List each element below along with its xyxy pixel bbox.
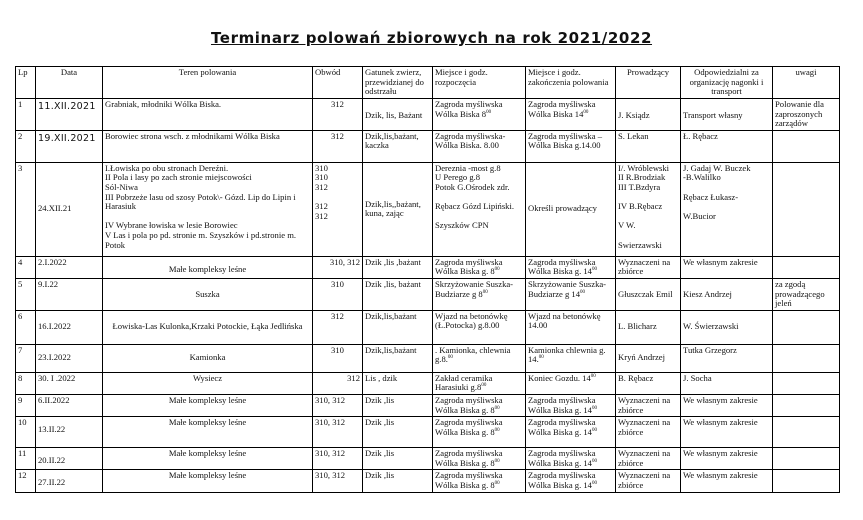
cell-start-superscript: 00 [494,427,500,433]
cell-odpowiedzialni-text: We własnym zakresie [683,256,758,267]
cell-gatunek [363,448,433,470]
cell-teren-text: Borowiec strona wsch. z młodnikami Wólka Biska [105,130,280,141]
cell-gatunek-text: Dzik,lis,bażant, kaczka [365,130,419,151]
cell-end-text: Zagroda myśliwska Wólka Biska 14 [528,99,596,119]
cell-teren-text: Wysiecz [192,372,223,383]
cell-obwod-text: 310, 312 [315,448,346,459]
cell-obwod [313,372,363,394]
cell-end-text: Koniec Gozdu. 14 [528,372,591,383]
cell-teren-text: Suszka [195,288,220,299]
cell-data-text: 23.I.2022 [38,352,71,363]
cell-odpowiedzialni [681,99,773,131]
cell-teren [103,417,313,448]
cell-odpowiedzialni [681,162,773,256]
cell-odpowiedzialni [681,344,773,372]
cell-obwod [313,256,363,278]
cell-odpowiedzialni-text: We własnym zakresie [683,470,758,481]
table-row [16,394,840,416]
cell-data [36,256,103,278]
cell-odpowiedzialni-text: Transport własny [683,110,743,120]
cell-uwagi [773,99,840,131]
cell-uwagi [773,162,840,256]
header-teren: Teren polowania [103,67,313,99]
cell-end-superscript: 00 [580,289,586,295]
cell-start-text: Wjazd na betonówkę (Ł.Potocka) g.8.00 [435,310,508,331]
cell-start-superscript: 00 [486,109,492,115]
cell-end-text: Skrzyżowanie Suszka-Budziarze g 14 [528,278,607,299]
cell-uwagi-text: za zgodą prowadzącego jeleń [775,278,825,309]
cell-gatunek [363,256,433,278]
cell-end-superscript: 00 [583,109,589,115]
cell-end-text: Zagroda myśliwska Wólka Biska g. 14 [528,256,596,277]
cell-lp [16,130,36,162]
cell-gatunek-text: Dzik, lis, Bażant [365,110,423,120]
cell-end [526,310,616,344]
cell-data [36,470,103,492]
cell-lp-text: 6 [18,310,23,321]
cell-data [36,310,103,344]
cell-start-text: Zagroda myśliwska- Wólka Biska. 8.00 [435,130,506,151]
table-row [16,130,840,162]
cell-teren [103,394,313,416]
cell-teren-text: Małe kompleksy leśne [168,448,247,459]
cell-obwod [313,162,363,256]
cell-teren [103,372,313,394]
cell-teren-text: I.Łowiska po obu stronach Dereźni. II Pola i lasy po zach stronie miejscowości Sól-Niwa III Pobrzeże lasu od szosy Potok\- Gózd. Lip do Lipin i Harasiuk IV Wybrane łowiska w lesie Borowiec V Las i pola po pd. stronie m. Szyszków i pd.stronie m. Potok [105,162,297,250]
cell-start [433,278,526,310]
cell-end [526,99,616,131]
cell-data [36,448,103,470]
cell-obwod [313,394,363,416]
cell-data [36,344,103,372]
table-row [16,372,840,394]
header-lp: Lp [16,67,36,99]
header-obwod: Obwód [313,67,363,99]
cell-obwod-text: 312 [331,99,344,109]
cell-teren [103,344,313,372]
cell-teren [103,448,313,470]
cell-lp-text: 2 [18,130,23,141]
cell-prowadzacy-text: B. Rębacz [618,372,654,383]
cell-end-superscript: 00 [591,405,597,411]
cell-obwod [313,448,363,470]
cell-obwod [313,344,363,372]
cell-lp-text: 10 [18,417,27,428]
cell-gatunek [363,470,433,492]
cell-gatunek [363,372,433,394]
cell-start-text: Zagroda myśliwska Wólka Biska g. 8 [435,256,503,277]
cell-teren-text: Małe kompleksy leśne [168,263,247,274]
cell-gatunek [363,344,433,372]
cell-end [526,256,616,278]
cell-prowadzacy-text: Wyznaczeni na zbiórce [618,417,671,437]
cell-obwod-text: 310, 312 [315,417,346,428]
cell-odpowiedzialni [681,372,773,394]
cell-odpowiedzialni [681,448,773,470]
cell-data [36,417,103,448]
cell-lp [16,372,36,394]
cell-lp-text: 7 [18,344,23,355]
cell-gatunek-text: Dzik,lis,,bażant, kuna, zając [365,198,421,219]
cell-end-superscript: 00 [591,458,597,464]
cell-gatunek-text: Dzik ,lis [365,417,395,428]
cell-gatunek-text: Dzik,lis,bażant [365,344,417,355]
header-row [16,67,840,99]
cell-uwagi [773,417,840,448]
header-data: Data [36,67,103,99]
cell-start-superscript: 00 [494,458,500,464]
table-row [16,99,840,131]
cell-uwagi [773,256,840,278]
cell-lp [16,99,36,131]
cell-lp-text: 5 [18,278,23,289]
cell-obwod [313,310,363,344]
cell-teren-text: Małe kompleksy leśne [168,470,247,481]
cell-gatunek-text: Dzik,lis,bażant [365,310,417,321]
cell-gatunek-text: Dzik ,lis ,bażant [365,256,421,267]
cell-start [433,448,526,470]
cell-data-text: 16.I.2022 [38,321,71,332]
cell-start-superscript: 00 [494,481,500,487]
cell-prowadzacy-text: Wyznaczeni na zbiórce [618,470,671,490]
cell-teren [103,162,313,256]
cell-end [526,394,616,416]
cell-odpowiedzialni-text: Ł. Rębacz [683,130,718,141]
cell-gatunek-text: Dzik ,lis [365,448,395,459]
cell-lp [16,344,36,372]
cell-lp-text: 9 [18,394,23,405]
cell-end [526,278,616,310]
cell-start-superscript: 00 [481,383,487,389]
page-title: Terminarz polowań zbiorowych na rok 2021/2022 [210,29,653,47]
cell-data-text: 30. I .2022 [38,372,76,383]
cell-gatunek-text: Dzik ,lis, bażant [365,278,421,289]
cell-odpowiedzialni [681,470,773,492]
cell-uwagi [773,372,840,394]
cell-prowadzacy-text: Wyznaczeni na zbiórce [618,256,671,277]
header-prowadzacy: Prowadzący [616,67,681,99]
cell-data-text: 6.II.2022 [38,394,70,405]
cell-end-superscript: 00 [591,481,597,487]
cell-uwagi [773,394,840,416]
table-row [16,470,840,492]
cell-obwod-text: 310, 312 [315,394,346,405]
cell-gatunek [363,394,433,416]
cell-start [433,470,526,492]
cell-teren [103,130,313,162]
cell-end-text: Określi prowadzący [528,203,597,214]
cell-lp [16,162,36,256]
cell-obwod-text: 310 310 312 312 312 [315,162,328,221]
cell-data-text: 11.XII.2021 [38,101,96,112]
cell-obwod [313,417,363,448]
cell-end-text: Zagroda myśliwska Wólka Biska g. 14 [528,470,596,490]
cell-obwod-text: 310, 312 [315,470,346,481]
cell-gatunek [363,99,433,131]
cell-obwod-text: 312 [347,372,360,383]
cell-start-text: Skrzyżowanie Suszka-Budziarze g 8 [435,278,514,299]
cell-end-text: Zagroda myśliwska – Wólka Biska g.14.00 [528,130,602,151]
table-row [16,310,840,344]
cell-odpowiedzialni [681,256,773,278]
cell-end-text: Wjazd na betonówkę 14.00 [528,310,601,331]
cell-end [526,417,616,448]
cell-lp-text: 1 [18,99,23,109]
cell-uwagi [773,130,840,162]
cell-prowadzacy-text: J. Ksiądz [618,110,650,120]
cell-end-superscript: 00 [591,427,597,433]
cell-prowadzacy [616,372,681,394]
cell-prowadzacy-text: Wyznaczeni na zbiórce [618,448,671,468]
cell-lp [16,417,36,448]
cell-end [526,470,616,492]
header-odpowiedzialni: Odpowiedzialni za organizację nagonki i transport [681,67,773,99]
cell-start [433,417,526,448]
cell-odpowiedzialni [681,278,773,310]
cell-teren-text: Małe kompleksy leśne [168,394,247,405]
cell-obwod-text: 312 [331,130,344,141]
cell-prowadzacy [616,417,681,448]
cell-start [433,344,526,372]
cell-uwagi-text: Polowanie dla zaproszonych zarządów [775,99,824,129]
header-uwagi: uwagi [773,67,840,99]
table-row [16,344,840,372]
cell-prowadzacy [616,130,681,162]
cell-teren-text: Grabniak, młodniki Wólka Biska. [105,99,222,109]
cell-obwod [313,470,363,492]
cell-teren [103,256,313,278]
cell-end-text: Zagroda myśliwska Wólka Biska g. 14 [528,394,596,415]
cell-data-text: 2.I.2022 [38,256,67,267]
cell-uwagi [773,470,840,492]
table-row [16,278,840,310]
cell-start-superscript: 00 [494,405,500,411]
cell-odpowiedzialni [681,417,773,448]
cell-obwod [313,130,363,162]
cell-lp-text: 4 [18,256,23,267]
cell-odpowiedzialni-text: We własnym zakresie [683,417,758,428]
cell-start-superscript: 00 [482,289,488,295]
cell-end-text: Kamionka chlewnia g. 14. [528,344,606,365]
cell-prowadzacy-text: Głuszczak Emil [618,288,673,299]
cell-gatunek [363,162,433,256]
cell-start [433,394,526,416]
cell-odpowiedzialni-text: We własnym zakresie [683,394,758,405]
cell-odpowiedzialni-text: J. Gadaj W. Buczek -B.Walilko Rębacz Łukasz- W.Bucior [683,162,751,221]
table-row [16,256,840,278]
cell-data [36,394,103,416]
cell-data [36,99,103,131]
cell-prowadzacy-text: L. Blicharz [618,321,657,332]
cell-data-text: 19.XII.2021 [38,132,96,144]
cell-data-text: 13.II.22 [38,424,66,435]
cell-start-text: Zakład ceramika Harasiuki g.8 [435,372,493,393]
cell-lp [16,470,36,492]
cell-teren [103,470,313,492]
cell-prowadzacy [616,344,681,372]
cell-prowadzacy-text: S. Lekan [618,130,649,141]
cell-data-text: 9.I.22 [38,278,59,289]
cell-odpowiedzialni-text: Tutka Grzegorz [683,344,737,355]
cell-data [36,278,103,310]
cell-prowadzacy [616,394,681,416]
cell-start-text: Zagroda myśliwska Wólka Biska g. 8 [435,448,503,468]
cell-start [433,130,526,162]
cell-prowadzacy-text: I/. Wróblewski II R.Brodziak III T.Bzdyra IV B.Rębacz V W. Swierzawski [618,162,670,250]
cell-gatunek [363,130,433,162]
cell-end-superscript: 00 [591,267,597,273]
cell-obwod-text: 310, 312 [329,256,360,267]
hunting-schedule-table [15,66,840,493]
table-row [16,162,840,256]
cell-teren [103,278,313,310]
cell-teren-text: Małe kompleksy leśne [168,417,247,428]
cell-data-text: 20.II.22 [38,455,66,466]
cell-end [526,448,616,470]
cell-start-text: Zagroda myśliwska Wólka Biska g. 8 [435,417,503,437]
cell-gatunek-text: Dzik ,lis [365,394,395,405]
header-gatunek: Gatunek zwierz, przewidzianej do odstrzału [363,67,433,99]
cell-gatunek [363,417,433,448]
cell-odpowiedzialni-text: W. Świerzawski [683,321,739,332]
cell-prowadzacy [616,256,681,278]
cell-start [433,162,526,256]
table-row [16,448,840,470]
cell-prowadzacy [616,470,681,492]
cell-lp [16,394,36,416]
table-row [16,417,840,448]
cell-odpowiedzialni-text: J. Socha [683,372,712,383]
cell-data [36,130,103,162]
cell-teren-text: Kamionka [189,352,226,363]
cell-lp-text: 3 [18,162,23,173]
cell-teren [103,99,313,131]
cell-start [433,372,526,394]
cell-gatunek-text: Lis , dzik [365,372,398,383]
cell-start [433,256,526,278]
cell-teren-text: Łowiska-Las Kulonka,Krzaki Potockie, Łąka Jedlińska [112,321,303,332]
cell-start-superscript: 00 [494,267,500,273]
cell-prowadzacy [616,162,681,256]
cell-start-text: Zagroda myśliwska Wólka Biska g. 8 [435,394,503,415]
cell-start-superscript: 00 [447,355,453,361]
cell-uwagi [773,310,840,344]
cell-odpowiedzialni-text: We własnym zakresie [683,448,758,459]
cell-start [433,310,526,344]
cell-lp [16,310,36,344]
cell-start-text: Dereznia -most g.8 U Perego g.8 Potok G.Ośrodek zdr. Rębacz Gózd Lipiński. Szyszków CPN [435,162,514,231]
cell-gatunek-text: Dzik ,lis [365,470,395,481]
cell-prowadzacy-text: Wyznaczeni na zbiórce [618,394,671,415]
cell-lp-text: 8 [18,372,23,383]
cell-obwod-text: 310 [331,344,344,355]
cell-odpowiedzialni [681,310,773,344]
cell-end [526,130,616,162]
cell-gatunek [363,278,433,310]
cell-prowadzacy [616,278,681,310]
cell-start [433,99,526,131]
cell-start-text: . Kamionka, chlewnia g.8. [435,344,511,365]
cell-start-text: Zagroda myśliwska Wólka Biska 8 [435,99,503,119]
cell-end [526,344,616,372]
cell-prowadzacy [616,310,681,344]
cell-data [36,162,103,256]
cell-end-text: Zagroda myśliwska Wólka Biska g. 14 [528,417,596,437]
cell-obwod-text: 310 [331,278,344,289]
cell-lp [16,256,36,278]
cell-end [526,372,616,394]
cell-gatunek [363,310,433,344]
cell-obwod-text: 312 [331,310,344,321]
cell-odpowiedzialni [681,394,773,416]
cell-odpowiedzialni-text: Kiesz Andrzej [683,288,732,299]
cell-data-text: 27.II.22 [38,477,66,488]
cell-lp-text: 12 [18,470,27,481]
cell-prowadzacy [616,448,681,470]
cell-end-superscript: 00 [590,373,596,379]
cell-data-text: 24.XII.21 [38,203,72,214]
cell-start-text: Zagroda myśliwska Wólka Biska g. 8 [435,470,503,490]
header-end: Miejsce i godz. zakończenia polowania [526,67,616,99]
cell-lp [16,278,36,310]
cell-uwagi [773,344,840,372]
cell-end-text: Zagroda myśliwska Wólka Biska g. 14 [528,448,596,468]
cell-lp [16,448,36,470]
cell-data [36,372,103,394]
cell-teren [103,310,313,344]
cell-uwagi [773,278,840,310]
cell-obwod [313,99,363,131]
cell-obwod [313,278,363,310]
cell-prowadzacy-text: Kryń Andrzej [618,352,666,363]
cell-odpowiedzialni [681,130,773,162]
header-start: Miejsce i godz. rozpoczęcia [433,67,526,99]
cell-end-superscript: 00 [538,355,544,361]
cell-end [526,162,616,256]
cell-prowadzacy [616,99,681,131]
cell-uwagi [773,448,840,470]
cell-lp-text: 11 [18,448,27,459]
